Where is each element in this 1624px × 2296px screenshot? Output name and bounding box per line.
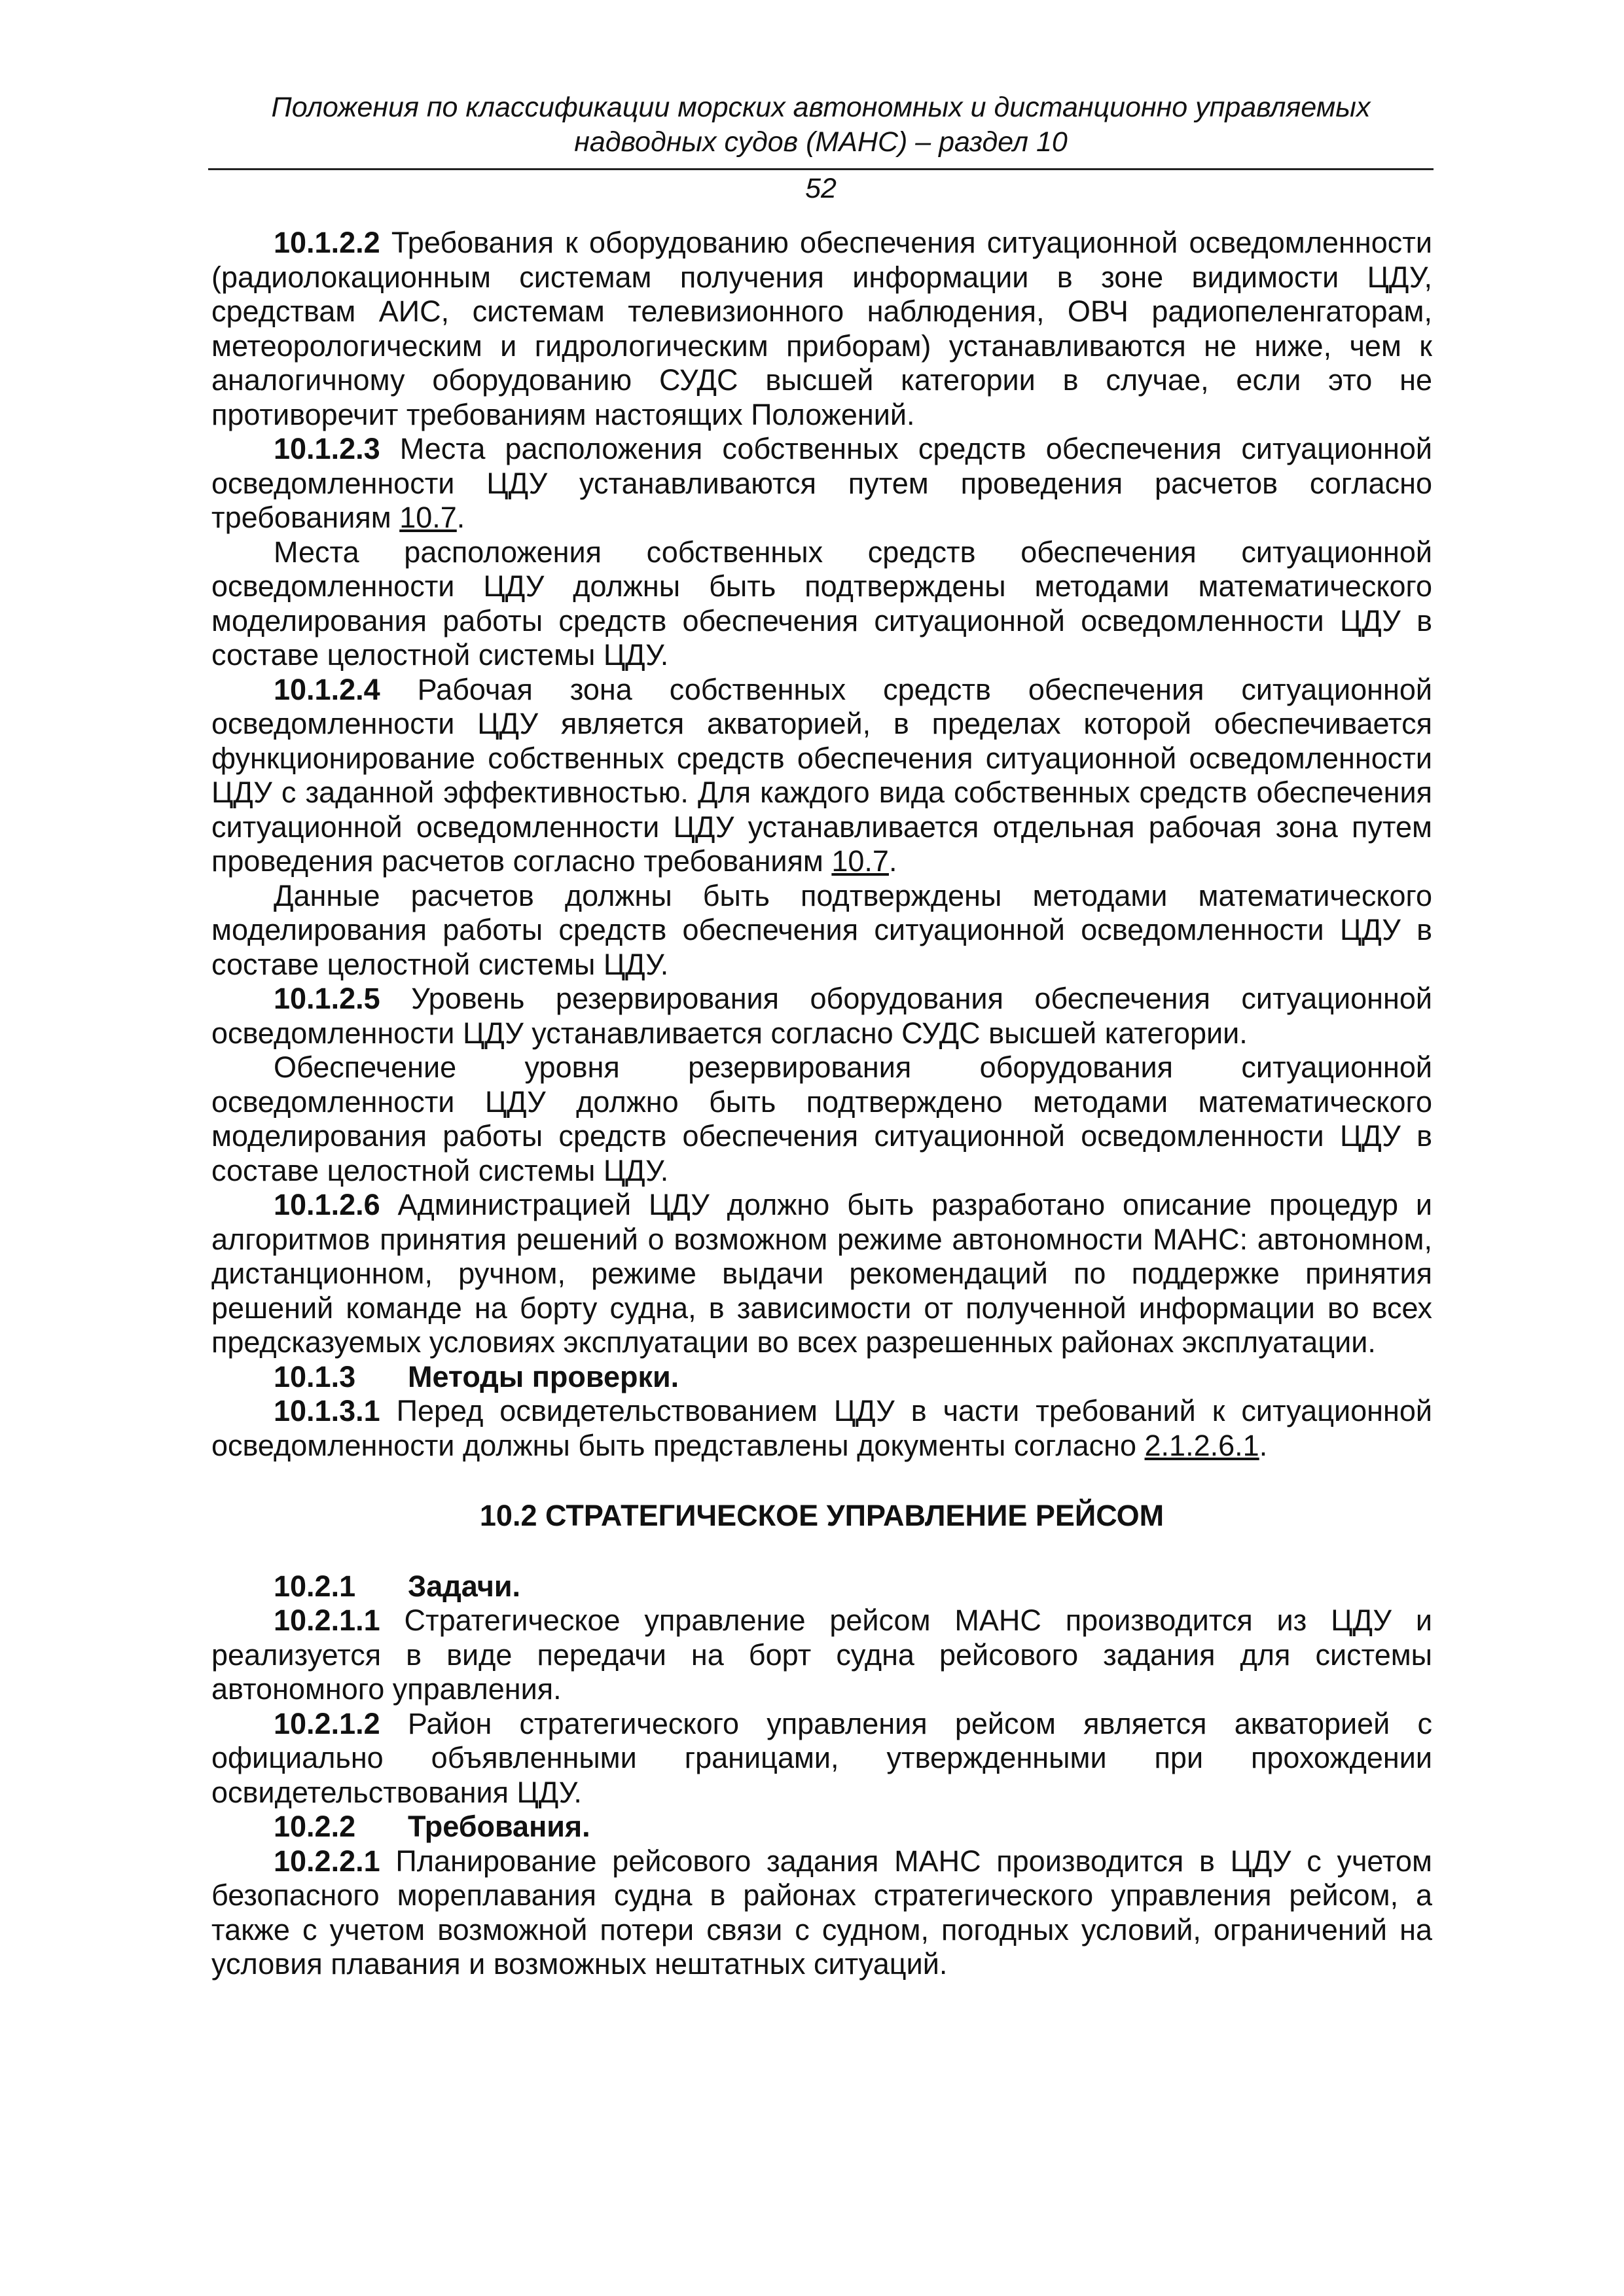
paragraph-text: Требования к оборудованию обеспечения ситуационной осведомленности (радиолокационным системам получения информации в зоне видимости ЦДУ, средствам АИС, системам телевизионного наблюдения, ОВЧ радиопеленгаторам, метеорологическим и гидрологическим приборам) устанавливаются не ниже, чем к аналогичному оборудованию СУДС высшей категории в случае, если это не противоречит требованиям настоящих Положений. xyxy=(211,226,1432,431)
paragraph-text: Рабочая зона собственных средств обеспечения ситуационной осведомленности ЦДУ является акваторией, в пределах которой обеспечивается функционирование собственных средств обеспечения ситуационной осведомленности ЦДУ с заданной эффективностью. Для каждого вида собственных средств обеспечения ситуационной осведомленности ЦДУ устанавливается отдельная рабочая зона путем проведения расчетов согласно требованиям xyxy=(211,672,1432,878)
paragraph-text: Район стратегического управления рейсом является акваторией с официально объявленными границами, утвержденными при прохождении освидетельствования ЦДУ. xyxy=(211,1706,1432,1809)
subsection-heading-10-2-2 xyxy=(211,1810,1432,1844)
paragraph-text: Стратегическое управление рейсом МАНС производится из ЦДУ и реализуется в виде передачи на борт судна рейсового задания для системы автономного управления. xyxy=(211,1604,1432,1706)
paragraph-text: Места расположения собственных средств обеспечения ситуационной осведомленности ЦДУ должны быть подтверждены методами математического моделирования работы средств обеспечения ситуационной осведомленности ЦДУ в составе целостной системы ЦДУ. xyxy=(211,535,1432,672)
paragraph-tail: . xyxy=(888,844,897,878)
heading-title: Задачи. xyxy=(408,1569,520,1603)
cross-reference-link[interactable]: 10.7 xyxy=(399,501,457,534)
heading-number: 10.1.3 xyxy=(274,1359,356,1393)
paragraph-tail: . xyxy=(456,501,465,534)
paragraph-text: Планирование рейсового задания МАНС производится в ЦДУ с учетом безопасного мореплавания судна в районах стратегического управления рейсом, а также с учетом возможной потери связи с судном, погодных условий, ограничений на условия плавания и возможных нештатных ситуаций. xyxy=(211,1844,1432,1981)
clause-number: 10.1.2.2 xyxy=(274,226,380,259)
paragraph-10-2-1-1 xyxy=(211,1604,1432,1707)
page-number: 52 xyxy=(805,173,837,204)
heading-title: Требования. xyxy=(408,1810,590,1843)
clause-number: 10.1.2.3 xyxy=(274,432,380,465)
clause-number: 10.1.2.5 xyxy=(274,982,380,1015)
cross-reference-link[interactable]: 10.7 xyxy=(831,844,889,878)
clause-number: 10.1.3.1 xyxy=(274,1394,380,1427)
heading-number: 10.2.1 xyxy=(274,1569,356,1603)
paragraph-text: Уровень резервирования оборудования обеспечения ситуационной осведомленности ЦДУ устанавливается согласно СУДС высшей категории. xyxy=(211,982,1432,1050)
paragraph-10-1-2-3 xyxy=(211,432,1432,535)
paragraph-10-1-2-2 xyxy=(211,226,1432,432)
paragraph xyxy=(211,535,1432,673)
clause-number: 10.2.2.1 xyxy=(274,1844,380,1878)
subsection-heading-10-1-3 xyxy=(211,1360,1432,1395)
clause-number: 10.1.2.4 xyxy=(274,672,380,706)
heading-number: 10.2.2 xyxy=(274,1810,356,1843)
paragraph-10-1-3-1 xyxy=(211,1394,1432,1463)
paragraph xyxy=(211,1050,1432,1188)
cross-reference-link[interactable]: 2.1.2.6.1 xyxy=(1144,1428,1259,1462)
clause-number: 10.2.1.1 xyxy=(274,1604,380,1637)
paragraph xyxy=(211,879,1432,982)
paragraph-10-1-2-4 xyxy=(211,673,1432,879)
paragraph-tail: . xyxy=(1259,1428,1268,1462)
paragraph-10-2-2-1 xyxy=(211,1844,1432,1982)
header-line-2: надводных судов (МАНС) – раздел 10 xyxy=(574,126,1068,158)
heading-title: Методы проверки. xyxy=(408,1359,679,1393)
section-title: 10.2 СТРАТЕГИЧЕСКОЕ УПРАВЛЕНИЕ РЕЙСОМ xyxy=(479,1499,1164,1532)
paragraph-text: Администрацией ЦДУ должно быть разработано описание процедур и алгоритмов принятия решений о возможном режиме автономности МАНС: автономном, дистанционном, ручном, режиме выдачи рекомендаций по поддержке принятия решений команде на борту судна, в зависимости от полученной информации во всех предсказуемых условиях эксплуатации во всех разрешенных районах эксплуатации. xyxy=(211,1188,1432,1359)
subsection-heading-10-2-1 xyxy=(211,1570,1432,1604)
clause-number: 10.2.1.2 xyxy=(274,1706,380,1740)
paragraph-text: Места расположения собственных средств обеспечения ситуационной осведомленности ЦДУ устанавливаются путем проведения расчетов согласно требованиям xyxy=(211,432,1432,534)
paragraph-text: Данные расчетов должны быть подтверждены методами математического моделирования работы средств обеспечения ситуационной осведомленности ЦДУ в составе целостной системы ЦДУ. xyxy=(211,878,1432,981)
paragraph-10-1-2-5 xyxy=(211,982,1432,1050)
clause-number: 10.1.2.6 xyxy=(274,1188,380,1221)
document-body xyxy=(211,226,1432,1982)
paragraph-10-1-2-6 xyxy=(211,1188,1432,1360)
header-divider xyxy=(208,168,1434,170)
paragraph-10-2-1-2 xyxy=(211,1707,1432,1810)
header-line-1: Положения по классификации морских автономных и дистанционно управляемых xyxy=(271,92,1371,123)
paragraph-text: Обеспечение уровня резервирования оборудования ситуационной осведомленности ЦДУ должно быть подтверждено методами математического моделирования работы средств обеспечения ситуационной осведомленности ЦДУ в составе целостной системы ЦДУ. xyxy=(211,1050,1432,1187)
paragraph-text: Перед освидетельствованием ЦДУ в части требований к ситуационной осведомленности должны быть представлены документы согласно xyxy=(211,1394,1432,1462)
running-header xyxy=(208,90,1434,160)
